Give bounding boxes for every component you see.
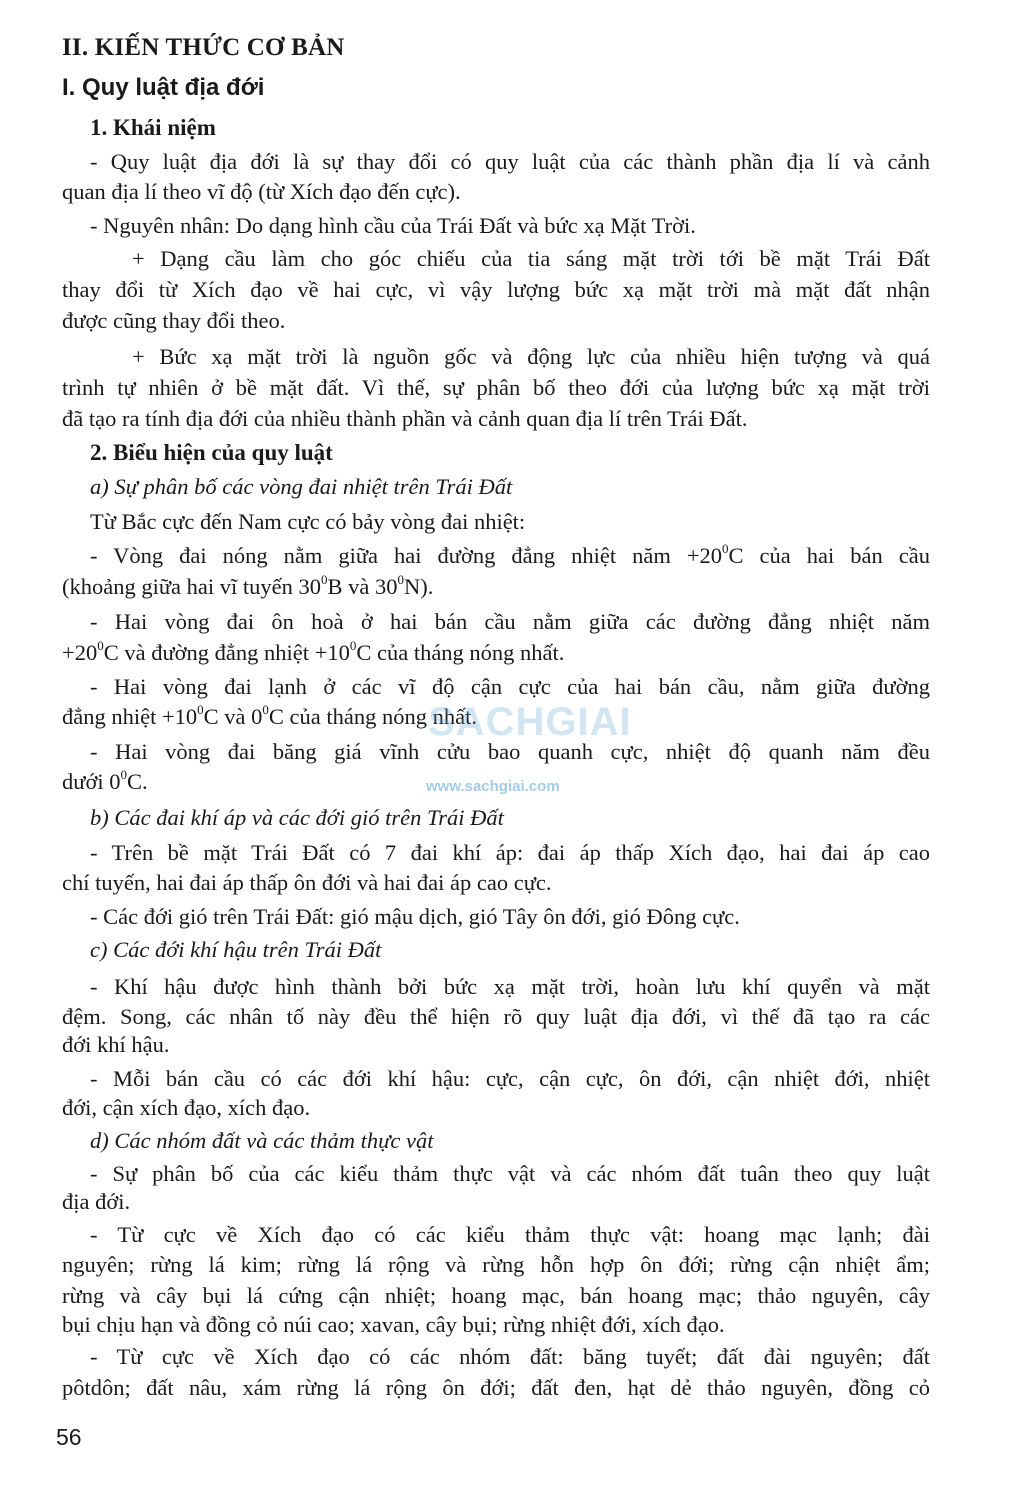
heading-bieu-hien: 2. Biểu hiện của quy luật [90, 440, 333, 465]
watermark-logo: SACHGIAI [428, 700, 632, 744]
paragraph-line: đới khí hậu. [62, 1032, 170, 1057]
subsection-heading: I. Quy luật địa đới [62, 74, 265, 101]
watermark-url: www.sachgiai.com [426, 778, 560, 795]
paragraph-line: - Mỗi bán cầu có các đới khí hậu: cực, cận cực, ôn đới, cận nhiệt đới, nhiệt [90, 1066, 930, 1091]
paragraph-line: - Sự phân bố của các kiểu thảm thực vật và các nhóm đất tuân theo quy luật [90, 1161, 930, 1186]
paragraph-line: - Trên bề mặt Trái Đất có 7 đai khí áp: đai áp thấp Xích đạo, hai đai áp cao [90, 840, 930, 865]
paragraph-line: chí tuyến, hai đai áp thấp ôn đới và hai đai áp cao cực. [62, 870, 552, 895]
section-heading: II. KIẾN THỨC CƠ BẢN [62, 34, 345, 61]
paragraph-line: - Hai vòng đai băng giá vĩnh cửu bao quanh cực, nhiệt độ quanh năm đều [90, 739, 930, 764]
page-number: 56 [56, 1424, 82, 1450]
subheading-b: b) Các đai khí áp và các đới gió trên Trái Đất [90, 805, 504, 830]
paragraph-line: trình tự nhiên ở bề mặt đất. Vì thế, sự phân bố theo đới của lượng bức xạ mặt trời [62, 375, 930, 400]
paragraph-line: thay đổi từ Xích đạo về hai cực, vì vậy lượng bức xạ mặt trời mà mặt đất nhận [62, 277, 930, 302]
paragraph-line: $+20^0C$ và đường đẳng nhiệt $+10^0C$ của tháng nóng nhất. [62, 637, 565, 665]
paragraph-line: + Dạng cầu làm cho góc chiếu của tia sáng mặt trời tới bề mặt Trái Đất [132, 246, 930, 271]
subheading-a: a) Sự phân bố các vòng đai nhiệt trên Trái Đất [90, 474, 513, 499]
paragraph-line: đã tạo ra tính địa đới của nhiều thành phần và cảnh quan địa lí trên Trái Đất. [62, 406, 748, 431]
paragraph-line: được cũng thay đổi theo. [62, 308, 286, 333]
paragraph-line: - Các đới gió trên Trái Đất: gió mậu dịch, gió Tây ôn đới, gió Đông cực. [90, 904, 740, 929]
paragraph-line: - Nguyên nhân: Do dạng hình cầu của Trái Đất và bức xạ Mặt Trời. [90, 213, 696, 238]
paragraph-line: đới, cận xích đạo, xích đạo. [62, 1095, 311, 1120]
paragraph-line: dưới $0^0C$. [62, 766, 148, 794]
paragraph-line: - Từ cực về Xích đạo có các kiểu thảm thực vật: hoang mạc lạnh; đài [90, 1222, 930, 1247]
subheading-c: c) Các đới khí hậu trên Trái Đất [90, 937, 382, 962]
paragraph-line: - Hai vòng đai ôn hoà ở hai bán cầu nằm giữa các đường đẳng nhiệt năm [90, 609, 930, 634]
subheading-d: d) Các nhóm đất và các thảm thực vật [90, 1128, 434, 1153]
paragraph-line: đệm. Song, các nhân tố này đều thể hiện rõ quy luật địa đới, vì thế đã tạo ra các [62, 1004, 930, 1029]
paragraph-line: quan địa lí theo vĩ độ (từ Xích đạo đến cực). [62, 179, 461, 204]
paragraph-line: Từ Bắc cực đến Nam cực có bảy vòng đai nhiệt: [90, 509, 526, 534]
paragraph-line: pôtdôn; đất nâu, xám rừng lá rộng ôn đới; đất đen, hạt dẻ thảo nguyên, đồng cỏ [62, 1375, 930, 1400]
paragraph-line: + Bức xạ mặt trời là nguồn gốc và động lực của nhiều hiện tượng và quá [132, 344, 930, 369]
paragraph-line: nguyên; rừng lá kim; rừng lá rộng và rừng hỗn hợp ôn đới; rừng cận nhiệt ẩm; [62, 1252, 930, 1277]
paragraph-line: - Quy luật địa đới là sự thay đổi có quy luật của các thành phần địa lí và cảnh [90, 149, 930, 174]
paragraph-line: - Khí hậu được hình thành bởi bức xạ mặt trời, hoàn lưu khí quyển và mặt [90, 974, 930, 999]
heading-khai-niem: 1. Khái niệm [90, 115, 216, 140]
paragraph-line: (khoảng giữa hai vĩ tuyến $30^0B$ và $30^0N$). [62, 571, 434, 599]
paragraph-line: bụi chịu hạn và đồng cỏ núi cao; xavan, cây bụi; rừng nhiệt đới, xích đạo. [62, 1312, 725, 1337]
paragraph-line: rừng và cây bụi lá cứng cận nhiệt; hoang mạc, bán hoang mạc; thảo nguyên, cây [62, 1283, 930, 1308]
paragraph-line: - Hai vòng đai lạnh ở các vĩ độ cận cực của hai bán cầu, nằm giữa đường [90, 674, 930, 699]
paragraph-line: - Vòng đai nóng nằm giữa hai đường đẳng nhiệt năm $+20^0C$ của hai bán cầu [90, 540, 930, 568]
textbook-page [62, 0, 930, 1503]
paragraph-line: địa đới. [62, 1189, 131, 1214]
paragraph-line: - Từ cực về Xích đạo có các nhóm đất: băng tuyết; đất đài nguyên; đất [90, 1344, 930, 1369]
paragraph-line: đẳng nhiệt $+10^0C$ và $0^0C$ của tháng nóng nhất. [62, 701, 478, 729]
